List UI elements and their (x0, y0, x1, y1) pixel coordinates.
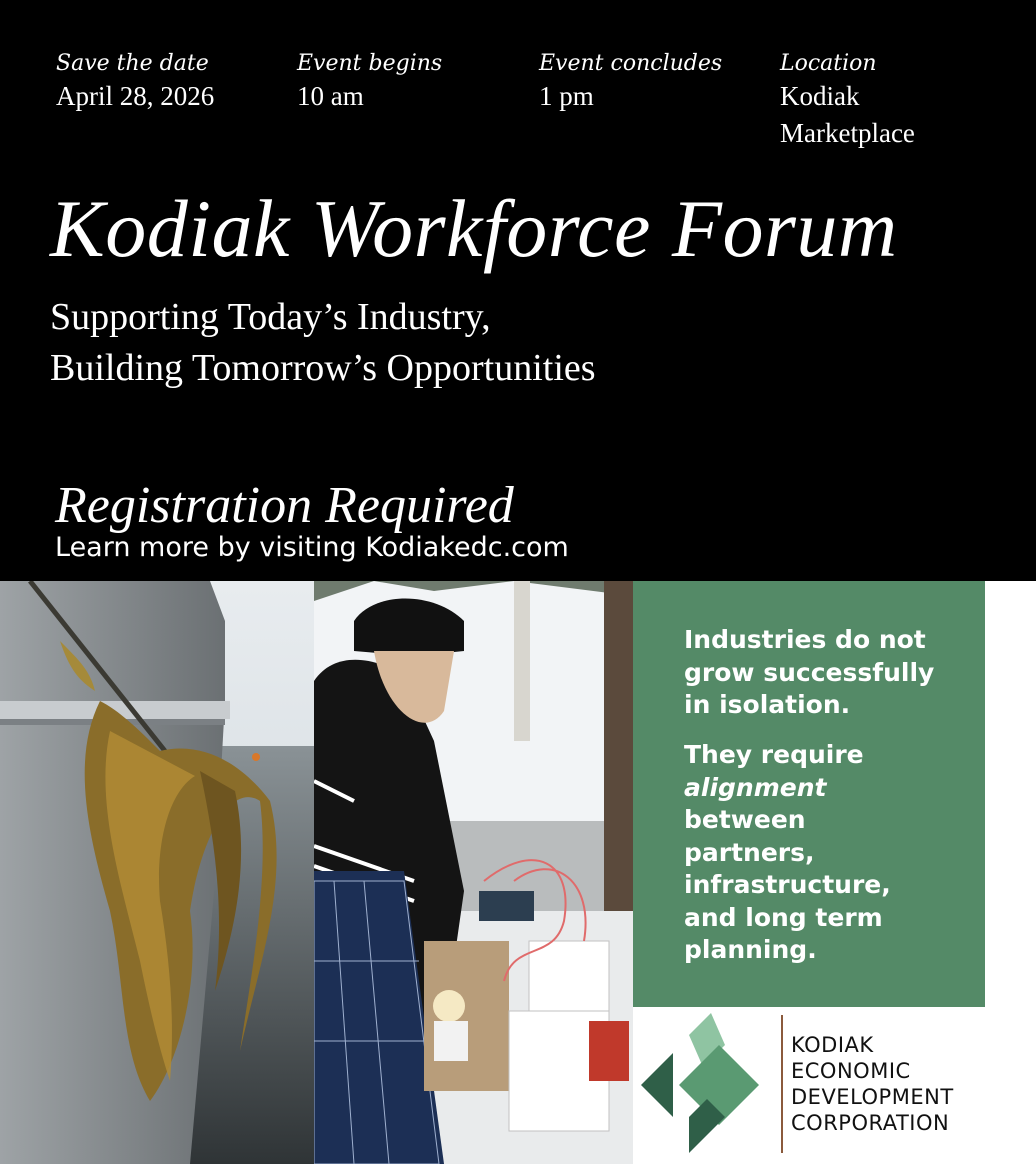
logo-text-line1: KODIAK (791, 1033, 874, 1057)
panel-p1-line1: Industries do not (684, 625, 926, 654)
location-block (780, 50, 915, 152)
logo-text (791, 1032, 954, 1136)
save-date-block (56, 50, 214, 115)
panel-p2-line1: They require (684, 740, 864, 769)
logo-divider (781, 1015, 783, 1153)
event-subtitle (50, 292, 596, 394)
event-concludes-value: 1 pm (539, 81, 594, 111)
registration-heading: Registration Required (55, 477, 514, 534)
event-begins-block (297, 50, 442, 115)
panel-p2-line3: between (684, 805, 806, 834)
subtitle-line1: Supporting Today’s Industry, (50, 296, 491, 338)
subtitle-line2: Building Tomorrow’s Opportunities (50, 347, 596, 389)
panel-p1-line2: grow successfully (684, 657, 935, 687)
event-begins-label: Event begins (297, 51, 443, 76)
event-begins-value: 10 am (297, 81, 364, 111)
location-value-line1: Kodiak (780, 81, 860, 111)
panel-p1-line3: in isolation. (684, 690, 851, 719)
event-title: Kodiak Workforce Forum (50, 183, 898, 274)
logo-text-line3: DEVELOPMENT (791, 1085, 954, 1109)
kedc-logo-mark-icon (633, 1007, 783, 1164)
kelp-photo (0, 581, 314, 1164)
kedc-logo (633, 1007, 1036, 1164)
save-date-value: April 28, 2026 (56, 81, 215, 111)
location-label: Location (780, 51, 877, 76)
solar-workshop-photo (314, 581, 633, 1164)
message-panel (633, 581, 985, 1007)
panel-p2-line5: infrastructure, (684, 870, 891, 899)
logo-text-line4: CORPORATION (791, 1111, 950, 1135)
panel-p2-line4: partners, (684, 837, 815, 867)
location-value-line2: Marketplace (780, 118, 915, 148)
event-concludes-block (539, 50, 722, 115)
learn-more-link[interactable]: Learn more by visiting Kodiakedc.com (55, 532, 569, 563)
panel-p2-line7: planning. (684, 935, 817, 964)
panel-p2-emphasis: alignment (684, 772, 827, 802)
event-concludes-label: Event concludes (539, 51, 723, 76)
right-margin (985, 581, 1036, 1007)
panel-p2-line6: and long term (684, 902, 883, 932)
logo-text-line2: ECONOMIC (791, 1059, 911, 1083)
header-section (0, 0, 1036, 581)
save-date-label: Save the date (56, 51, 209, 76)
